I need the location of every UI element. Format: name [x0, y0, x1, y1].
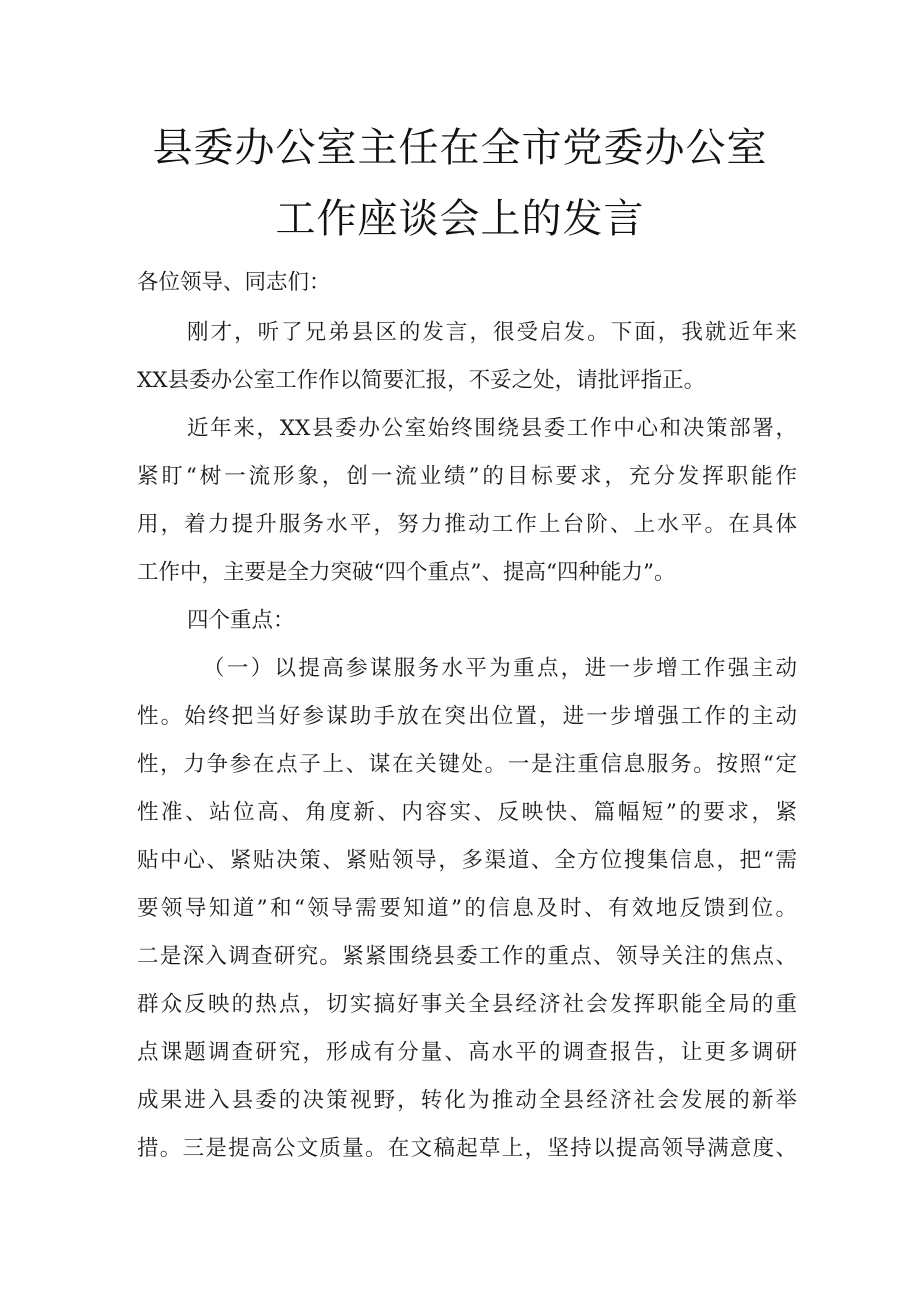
body-line: 性，力争参在点子上、谋在关键处。一是注重信息服务。按照“定 — [137, 752, 797, 777]
body-line: XX县委办公室工作作以简要汇报，不妥之处，请批评指正。 — [137, 368, 706, 393]
body-line: （一）以提高参谋服务水平为重点，进一步增工作强主动 — [203, 656, 797, 681]
body-line: 近年来，XX县委办公室始终围绕县委工作中心和决策部署， — [187, 416, 797, 441]
body-line: 用，着力提升服务水平，努力推动工作上台阶、上水平。在具体 — [137, 512, 797, 537]
body-line: 措。三是提高公文质量。在文稿起草上，坚持以提高领导满意度、 — [137, 1136, 797, 1161]
body-line: 性准、站位高、角度新、内容实、反映快、篇幅短”的要求，紧 — [137, 800, 797, 825]
body-line: 紧盯“树一流形象，创一流业绩”的目标要求，充分发挥职能作 — [137, 464, 797, 489]
body-line: 工作中，主要是全力突破“四个重点”、提高“四种能力”。 — [137, 560, 676, 585]
body-line: 群众反映的热点，切实搞好事关全县经济社会发挥职能全局的重 — [137, 992, 797, 1017]
body-line: 刚才，听了兄弟县区的发言，很受启发。下面，我就近年来 — [187, 320, 797, 345]
document-title-line-2: 工作座谈会上的发言 — [275, 196, 645, 242]
body-line: 贴中心、紧贴决策、紧贴领导，多渠道、全方位搜集信息，把“需 — [137, 848, 797, 873]
body-line: 性。始终把当好参谋助手放在突出位置，进一步增强工作的主动 — [137, 704, 797, 729]
salutation: 各位领导、同志们： — [137, 270, 331, 295]
body-line: 二是深入调查研究。紧紧围绕县委工作的重点、领导关注的焦点、 — [137, 944, 797, 969]
section-heading: 四个重点： — [187, 608, 295, 633]
body-line: 要领导知道”和“领导需要知道”的信息及时、有效地反馈到位。 — [137, 896, 797, 921]
body-line: 点课题调查研究，形成有分量、高水平的调查报告，让更多调研 — [137, 1040, 797, 1065]
document-title-line-1: 县委办公室主任在全市党委办公室 — [152, 125, 768, 171]
body-line: 成果进入县委的决策视野，转化为推动全县经济社会发展的新举 — [137, 1088, 797, 1113]
